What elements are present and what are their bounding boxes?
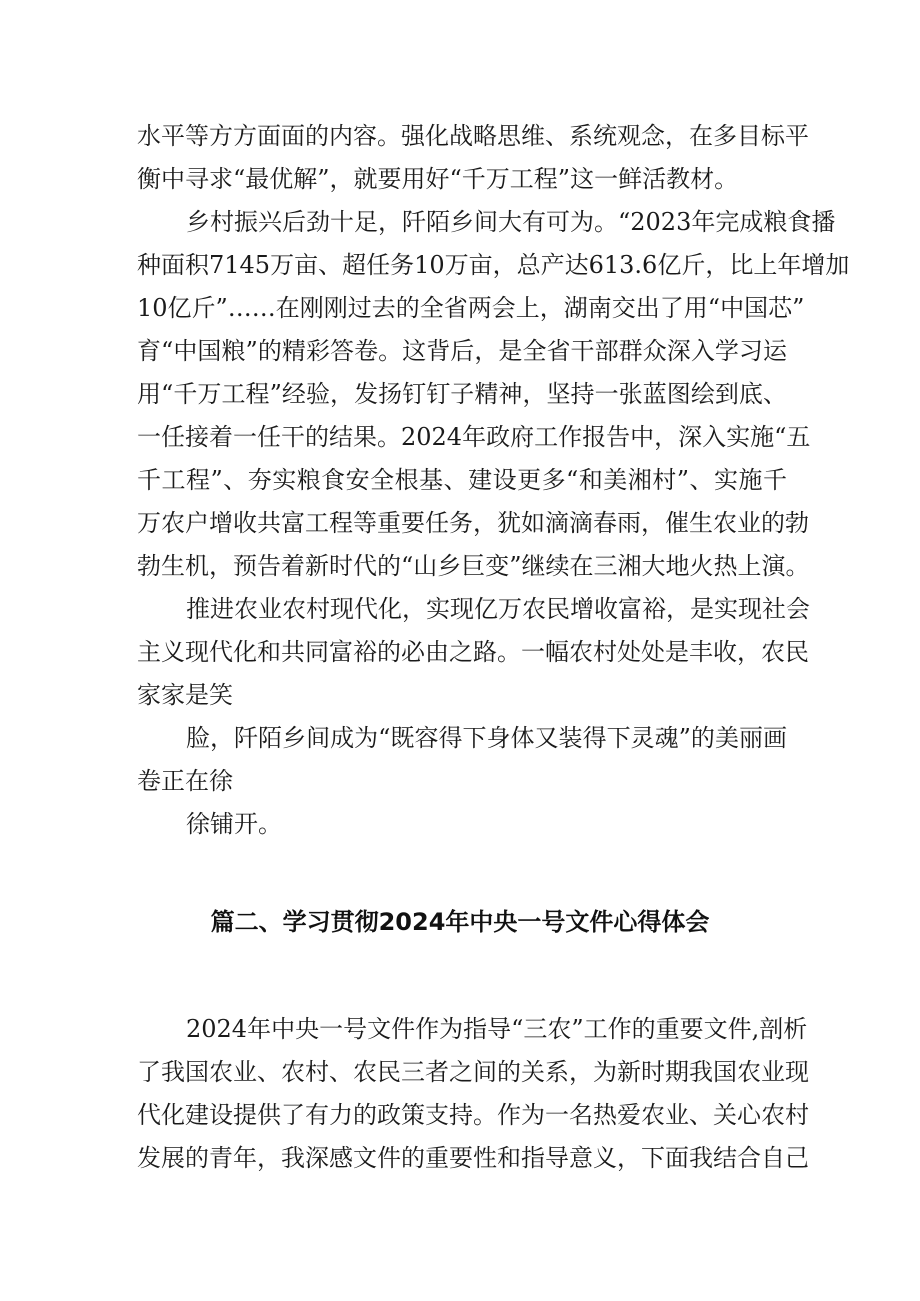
paragraph-line: 主义现代化和共同富裕的必由之路。一幅农村处处是丰收，农民 (137, 638, 809, 666)
paragraph-line: 万农户增收共富工程等重要任务，犹如滴滴春雨，催生农业的勃 (137, 509, 809, 537)
paragraph-line: 乡村振兴后劲十足，阡陌乡间大有可为。“2023年完成粮食播 (186, 208, 836, 236)
paragraph-line: 2024年中央一号文件作为指导“三农”工作的重要文件,剖析 (186, 1015, 808, 1043)
paragraph-line: 一任接着一任干的结果。2024年政府工作报告中，深入实施“五 (137, 423, 811, 451)
section-heading: 篇二、学习贯彻2024年中央一号文件心得体会 (210, 908, 710, 936)
paragraph-line: 发展的青年，我深感文件的重要性和指导意义，下面我结合自己 (137, 1144, 809, 1172)
paragraph-line: 推进农业农村现代化，实现亿万农民增收富裕，是实现社会 (186, 595, 810, 623)
paragraph-line: 卷正在徐 (137, 767, 233, 795)
paragraph-line: 千工程”、夯实粮食安全根基、建设更多“和美湘村”、实施千 (137, 466, 787, 494)
paragraph-line: 衡中寻求“最优解”，就要用好“千万工程”这一鲜活教材。 (137, 165, 739, 193)
paragraph-line: 种面积7145万亩、超任务10万亩，总产达613.6亿斤，比上年增加 (137, 251, 850, 279)
paragraph-line: 代化建设提供了有力的政策支持。作为一名热爱农业、关心农村 (137, 1101, 809, 1129)
paragraph-line: 勃生机，预告着新时代的“山乡巨变”继续在三湘大地火热上演。 (137, 552, 810, 580)
paragraph-line: 水平等方方面面的内容。强化战略思维、系统观念，在多目标平 (137, 122, 809, 150)
paragraph-line: 徐铺开。 (186, 810, 282, 838)
paragraph-line: 了我国农业、农村、农民三者之间的关系，为新时期我国农业现 (137, 1058, 809, 1086)
paragraph-line: 脸，阡陌乡间成为“既容得下身体又装得下灵魂”的美丽画 (186, 724, 787, 752)
paragraph-line: 育“中国粮”的精彩答卷。这背后，是全省干部群众深入学习运 (137, 337, 787, 365)
paragraph-line: 家家是笑 (137, 681, 233, 709)
paragraph-line: 10亿斤”……在刚刚过去的全省两会上，湖南交出了用“中国芯” (137, 294, 805, 322)
paragraph-line: 用“千万工程”经验，发扬钉钉子精神，坚持一张蓝图绘到底、 (137, 380, 787, 408)
